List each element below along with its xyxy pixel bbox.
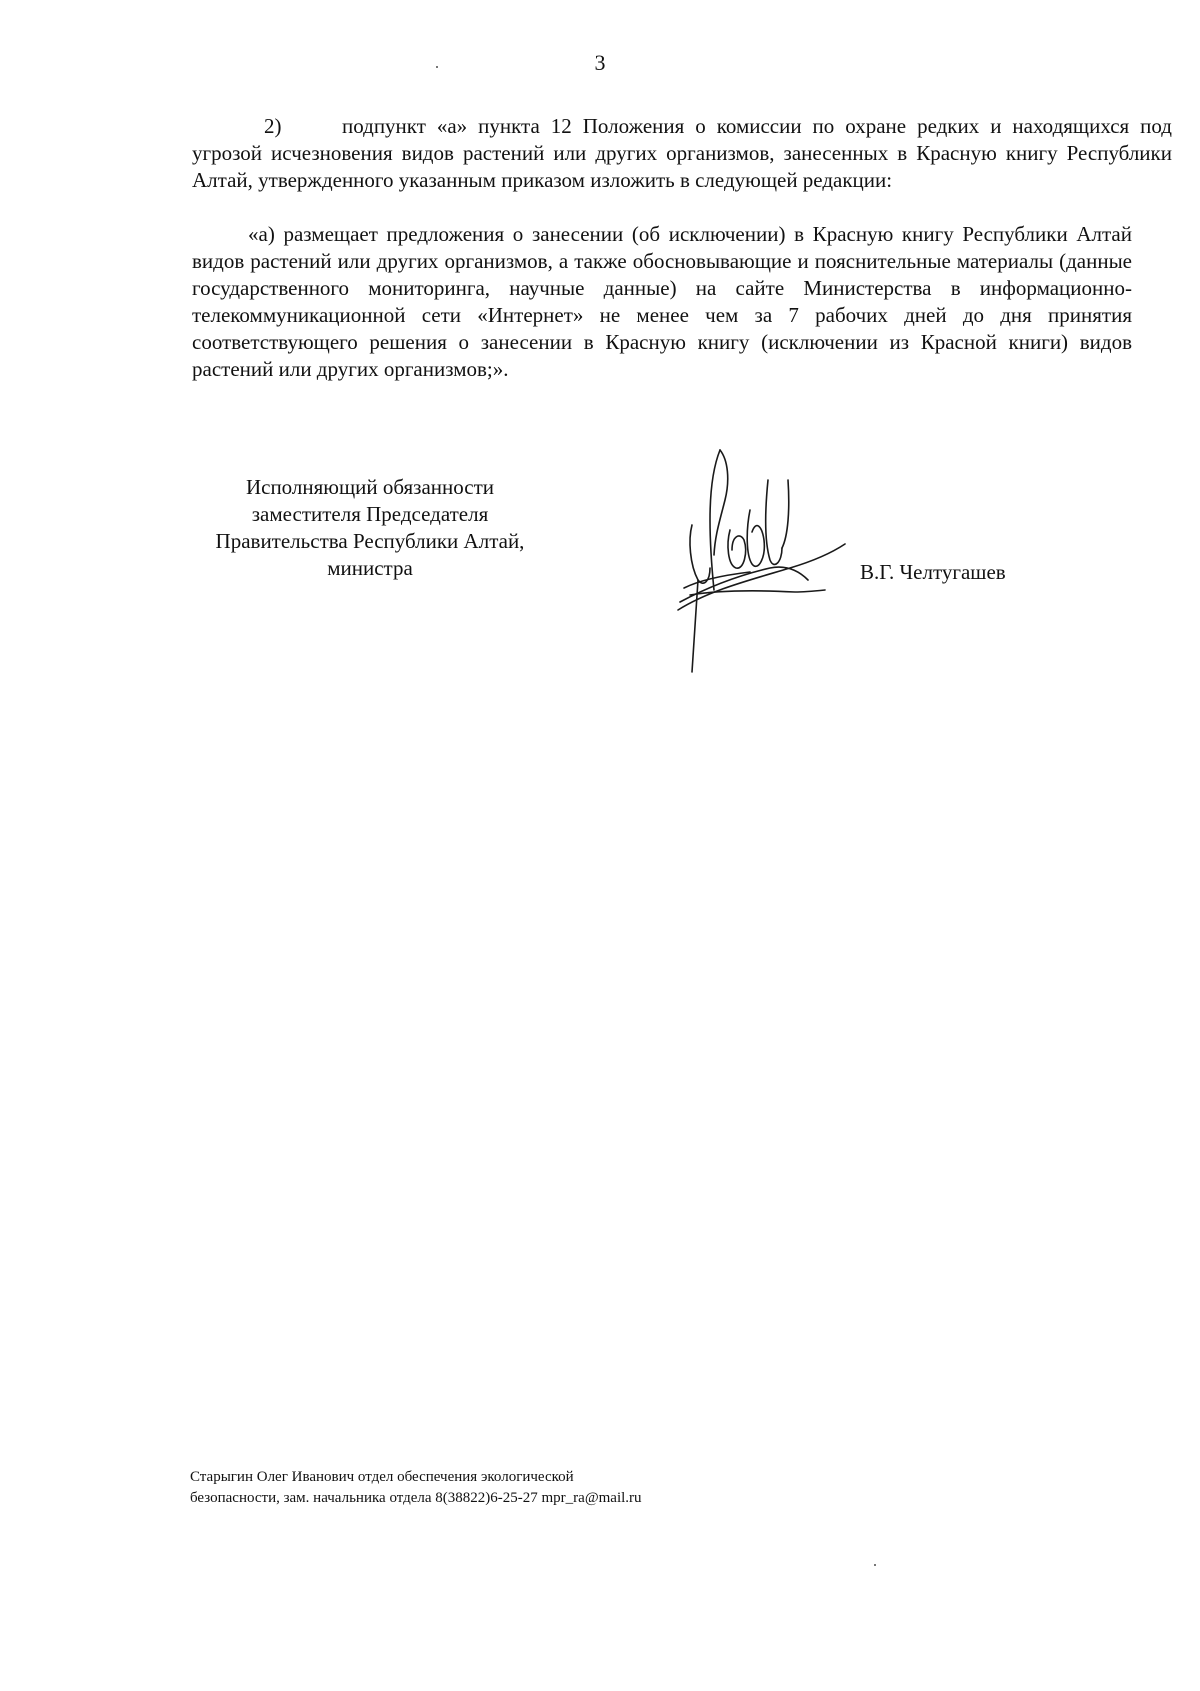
signer-name: В.Г. Челтугашев xyxy=(860,560,1006,584)
signatory-position xyxy=(180,474,560,582)
signatory-position-line: заместителя Председателя xyxy=(251,502,489,526)
footer-contact xyxy=(190,1467,642,1509)
paragraph-2-text: «а) размещает предложения о занесении (об исключении) в Красную книгу Республики Алтай видов растений или других организмов, а также обосновывающие и пояснительные материалы (данные государственного мониторинга, научные данные) на сайте Министерства в информационно-телекоммуникационной сети «Интернет» не менее чем за 7 рабочих дней до дня принятия соответствующего решения о занесении в Красную книгу (исключении из Красной книги) видов растений или других организмов;». xyxy=(192,222,1132,381)
footer-line-2: безопасности, зам. начальника отдела 8(38822)6-25-27 mpr_ra@mail.ru xyxy=(190,1490,642,1506)
paragraph-1-text: подпункт «а» пункта 12 Положения о комиссии по охране редких и находящихся под угрозой исчезновения видов растений или других организмов, занесенных в Красную книгу Республики Алтай, утвержденного указанным приказом изложить в следующей редакции: xyxy=(192,114,1172,192)
signatory-position-line: Правительства Республики Алтай, xyxy=(215,529,525,553)
paragraph-1-number: 2) xyxy=(264,114,282,138)
signatory-position-line: министра xyxy=(327,556,413,580)
footer-line-1: Старыгин Олег Иванович отдел обеспечения экологической xyxy=(190,1469,574,1485)
page-number: 3 xyxy=(594,50,606,75)
scan-speck xyxy=(436,66,438,68)
paragraph-1 xyxy=(192,113,1172,194)
paragraph-2 xyxy=(192,221,1132,383)
scan-speck xyxy=(874,1564,876,1566)
signatory-position-line: Исполняющий обязанности xyxy=(245,475,495,499)
handwritten-signature xyxy=(670,440,850,680)
